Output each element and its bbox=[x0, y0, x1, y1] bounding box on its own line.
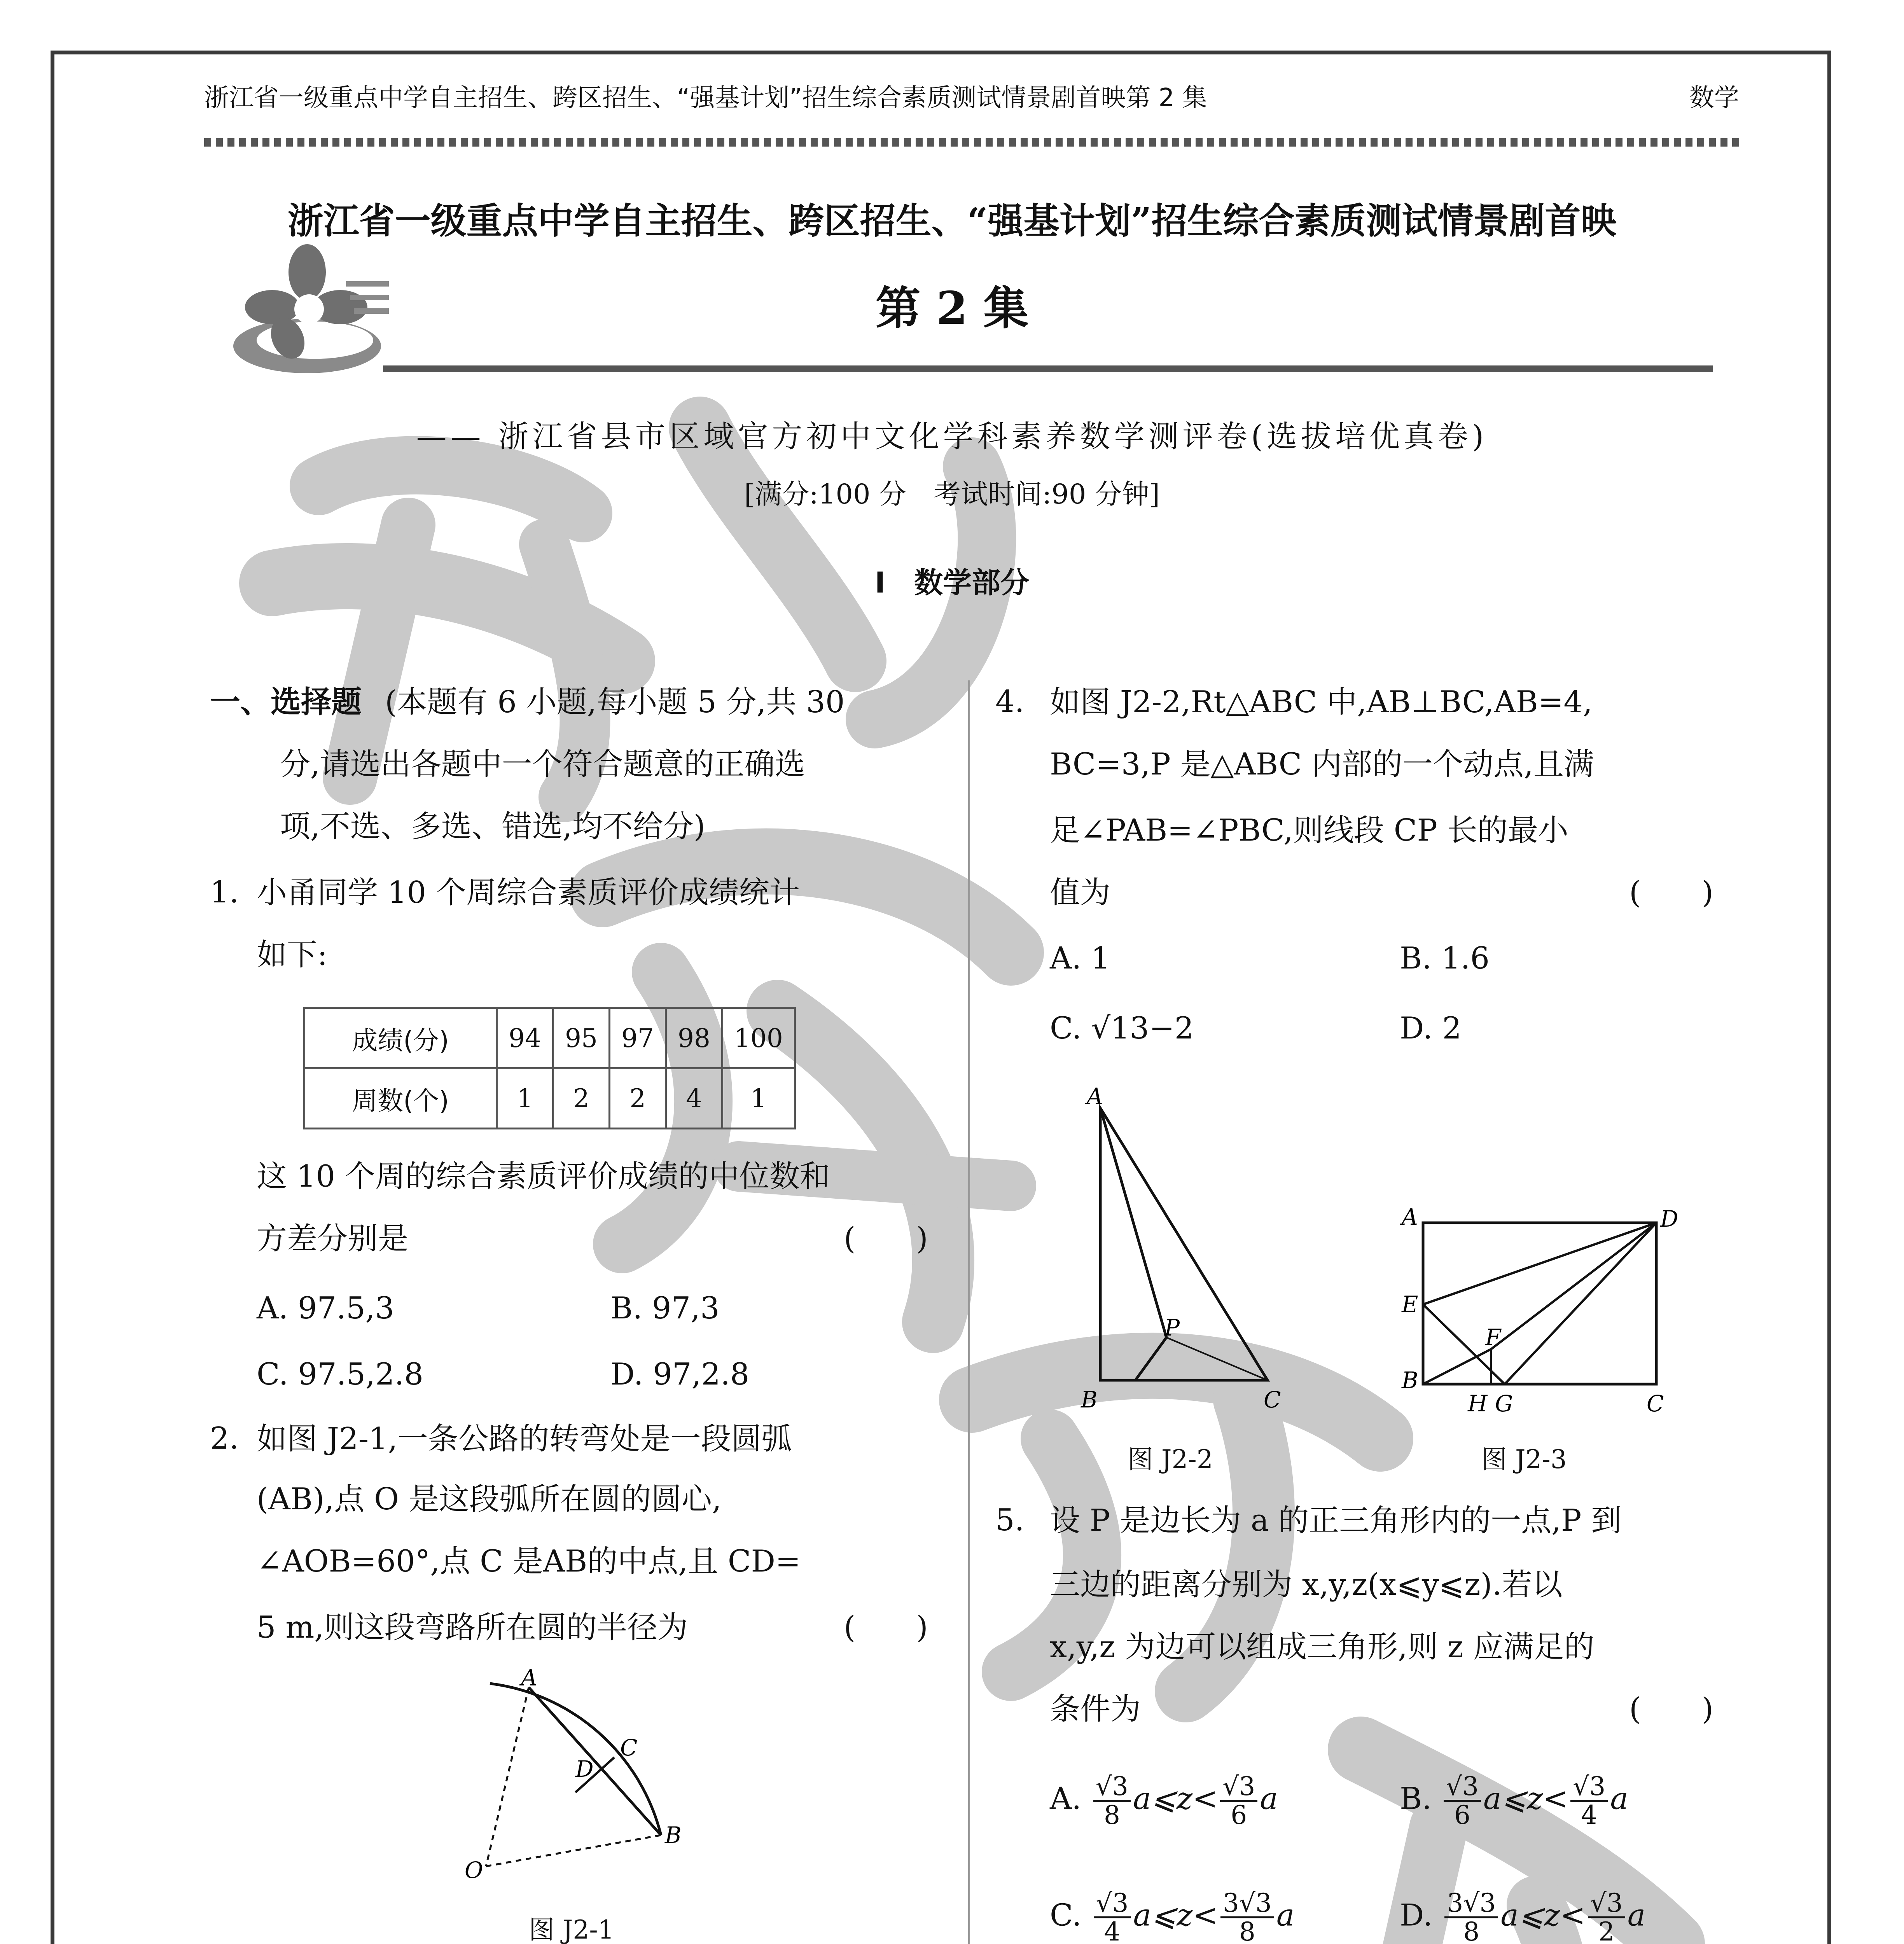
question-text: 设 P 是边长为 a 的正三角形内的一点,P 到 bbox=[1050, 1503, 1622, 1538]
label-d: D bbox=[575, 1756, 594, 1782]
inequality: a⩽z< bbox=[1133, 1898, 1218, 1933]
label-a: A bbox=[1087, 1085, 1103, 1110]
section-instructions: 分,请选出各题中一个符合题意的正确选 bbox=[280, 747, 805, 782]
question-text: 方差分别是 bbox=[257, 1221, 409, 1256]
table-header-cell: 成绩(分) bbox=[304, 1008, 497, 1068]
section-instructions: (本题有 6 小题,每小题 5 分,共 30 bbox=[385, 685, 845, 720]
episode-title: 第 2 集 bbox=[875, 282, 1029, 335]
answer-paren: ( ) bbox=[844, 1610, 928, 1645]
question-text: (AB),点 O 是这段弧所在圆的圆心, bbox=[257, 1482, 722, 1517]
question-number: 5. bbox=[995, 1503, 1025, 1538]
title-rule bbox=[383, 365, 1713, 372]
question-text: BC=3,P 是△ABC 内部的一个动点,且满 bbox=[1050, 747, 1594, 782]
section-instructions: 项,不选、多选、错选,均不给分) bbox=[280, 809, 706, 844]
fraction: $\frac{√3}{4}$ bbox=[1094, 1890, 1131, 1944]
figure-caption: 图 J2-2 bbox=[1128, 1444, 1213, 1474]
label-a: A bbox=[1402, 1205, 1418, 1230]
label-b: B bbox=[1081, 1386, 1098, 1413]
table-cell: 94 bbox=[497, 1008, 553, 1068]
exam-meta: [满分:100 分 考试时间:90 分钟] bbox=[744, 478, 1160, 510]
fraction: $\frac{√3}{8}$ bbox=[1093, 1773, 1131, 1829]
question-text: 小甬同学 10 个周综合素质评价成绩统计 bbox=[257, 875, 800, 910]
running-header: 浙江省一级重点中学自主招生、跨区招生、“强基计划”招生综合素质测试情景剧首映第 2 集 bbox=[204, 84, 1207, 112]
table-cell: 97 bbox=[609, 1008, 666, 1068]
table-cell: 100 bbox=[722, 1008, 795, 1068]
subtitle: —— 浙江省县市区域官方初中文化学科素养数学测评卷(选拔培优真卷) bbox=[416, 419, 1488, 454]
answer-paren: ( ) bbox=[1629, 1692, 1713, 1727]
question-text: 这 10 个周的综合素质评价成绩的中位数和 bbox=[257, 1159, 830, 1194]
figure-caption: 图 J2-3 bbox=[1481, 1444, 1567, 1474]
label-h: H bbox=[1468, 1390, 1488, 1417]
question-text: 条件为 bbox=[1050, 1692, 1141, 1727]
option-c[interactable]: C. √13−2 bbox=[1050, 1011, 1194, 1046]
label-p: P bbox=[1164, 1315, 1180, 1341]
option-a[interactable]: A. 1 bbox=[1050, 941, 1110, 976]
answer-paren: ( ) bbox=[844, 1221, 928, 1256]
question-text: 5 m,则这段弯路所在圆的半径为 bbox=[257, 1610, 688, 1645]
option-a[interactable]: A. 97.5,3 bbox=[257, 1291, 395, 1326]
table-cell: 95 bbox=[553, 1008, 609, 1068]
option-d[interactable]: D. $\frac{3√3}{8}$ a⩽z< $\frac{√3}{2}$ a bbox=[1400, 1890, 1645, 1944]
question-text: x,y,z 为边可以组成三角形,则 z 应满足的 bbox=[1050, 1629, 1595, 1664]
question-text: 如下: bbox=[257, 937, 328, 972]
option-label: C. bbox=[1050, 1898, 1082, 1933]
inequality: a⩽z< bbox=[1133, 1781, 1218, 1816]
label-b: B bbox=[665, 1822, 682, 1848]
part-heading: Ⅰ 数学部分 bbox=[874, 566, 1030, 600]
subject-label: 数学 bbox=[1689, 84, 1739, 112]
table-row bbox=[304, 1068, 795, 1129]
question-text: 如图 J2-2,Rt△ABC 中,AB⊥BC,AB=4, bbox=[1050, 685, 1593, 720]
option-label: A. bbox=[1050, 1781, 1082, 1816]
fraction: $\frac{3√3}{8}$ bbox=[1220, 1890, 1274, 1944]
question-text: ∠AOB=60°,点 C 是AB的中点,且 CD= bbox=[257, 1544, 801, 1579]
fraction: $\frac{√3}{4}$ bbox=[1570, 1773, 1608, 1829]
table-header-cell: 周数(个) bbox=[304, 1068, 497, 1129]
option-b[interactable]: B. 1.6 bbox=[1400, 941, 1490, 976]
label-a: A bbox=[521, 1668, 537, 1691]
answer-paren: ( ) bbox=[1629, 875, 1713, 910]
option-c[interactable]: C. 97.5,2.8 bbox=[257, 1357, 423, 1392]
label-c: C bbox=[1647, 1390, 1664, 1417]
table-cell: 2 bbox=[553, 1068, 609, 1129]
figure-j2-1 bbox=[428, 1668, 723, 1893]
option-label: B. bbox=[1400, 1781, 1432, 1816]
option-b[interactable]: B. 97,3 bbox=[610, 1291, 720, 1326]
option-d[interactable]: D. 97,2.8 bbox=[610, 1357, 750, 1392]
column-divider bbox=[968, 680, 970, 1944]
label-o: O bbox=[465, 1857, 483, 1883]
question-number: 4. bbox=[995, 684, 1025, 719]
fraction: $\frac{√3}{6}$ bbox=[1444, 1773, 1481, 1829]
label-f: F bbox=[1485, 1324, 1501, 1351]
option-b[interactable]: B. $\frac{√3}{6}$ a⩽z< $\frac{√3}{4}$ a bbox=[1400, 1771, 1628, 1830]
question-number: 1. bbox=[210, 875, 239, 910]
table-row bbox=[304, 1008, 795, 1068]
figure-caption: 图 J2-1 bbox=[529, 1915, 614, 1944]
section-heading: 一、选择题 bbox=[210, 685, 362, 720]
question-number: 2. bbox=[210, 1421, 239, 1456]
label-c: C bbox=[1264, 1386, 1281, 1413]
option-a[interactable]: A. $\frac{√3}{8}$ a⩽z< $\frac{√3}{6}$ a bbox=[1050, 1771, 1278, 1830]
option-label: D. bbox=[1400, 1898, 1433, 1933]
question-text: 值为 bbox=[1050, 875, 1111, 910]
question-text: 三边的距离分别为 x,y,z(x⩽y⩽z).若以 bbox=[1050, 1567, 1563, 1602]
fraction: $\frac{3√3}{8}$ bbox=[1444, 1890, 1498, 1944]
fraction: $\frac{√3}{2}$ bbox=[1588, 1890, 1625, 1944]
option-c[interactable]: C. $\frac{√3}{4}$ a⩽z< $\frac{3√3}{8}$ a bbox=[1050, 1890, 1294, 1944]
header-stripe bbox=[204, 138, 1744, 147]
inequality: a⩽z< bbox=[1483, 1781, 1568, 1816]
option-d[interactable]: D. 2 bbox=[1400, 1011, 1462, 1046]
label-g: G bbox=[1495, 1390, 1513, 1417]
score-table bbox=[303, 1007, 796, 1129]
table-cell: 98 bbox=[666, 1008, 722, 1068]
label-b: B bbox=[1402, 1367, 1418, 1393]
table-cell: 4 bbox=[666, 1068, 722, 1129]
label-e: E bbox=[1402, 1291, 1418, 1318]
question-text: 如图 J2-1,一条公路的转弯处是一段圆弧 bbox=[257, 1421, 792, 1456]
table-cell: 2 bbox=[609, 1068, 666, 1129]
main-title: 浙江省一级重点中学自主招生、跨区招生、“强基计划”招生综合素质测试情景剧首映 bbox=[287, 200, 1617, 242]
fraction: $\frac{√3}{6}$ bbox=[1220, 1773, 1257, 1829]
figure-j2-2 bbox=[1065, 1085, 1314, 1427]
question-text: 足∠PAB=∠PBC,则线段 CP 长的最小 bbox=[1050, 813, 1568, 848]
label-c: C bbox=[620, 1734, 638, 1761]
table-cell: 1 bbox=[497, 1068, 553, 1129]
table-cell: 1 bbox=[722, 1068, 795, 1129]
inequality: a⩽z< bbox=[1500, 1898, 1586, 1933]
figure-j2-3 bbox=[1392, 1205, 1687, 1423]
label-d: D bbox=[1660, 1206, 1678, 1232]
